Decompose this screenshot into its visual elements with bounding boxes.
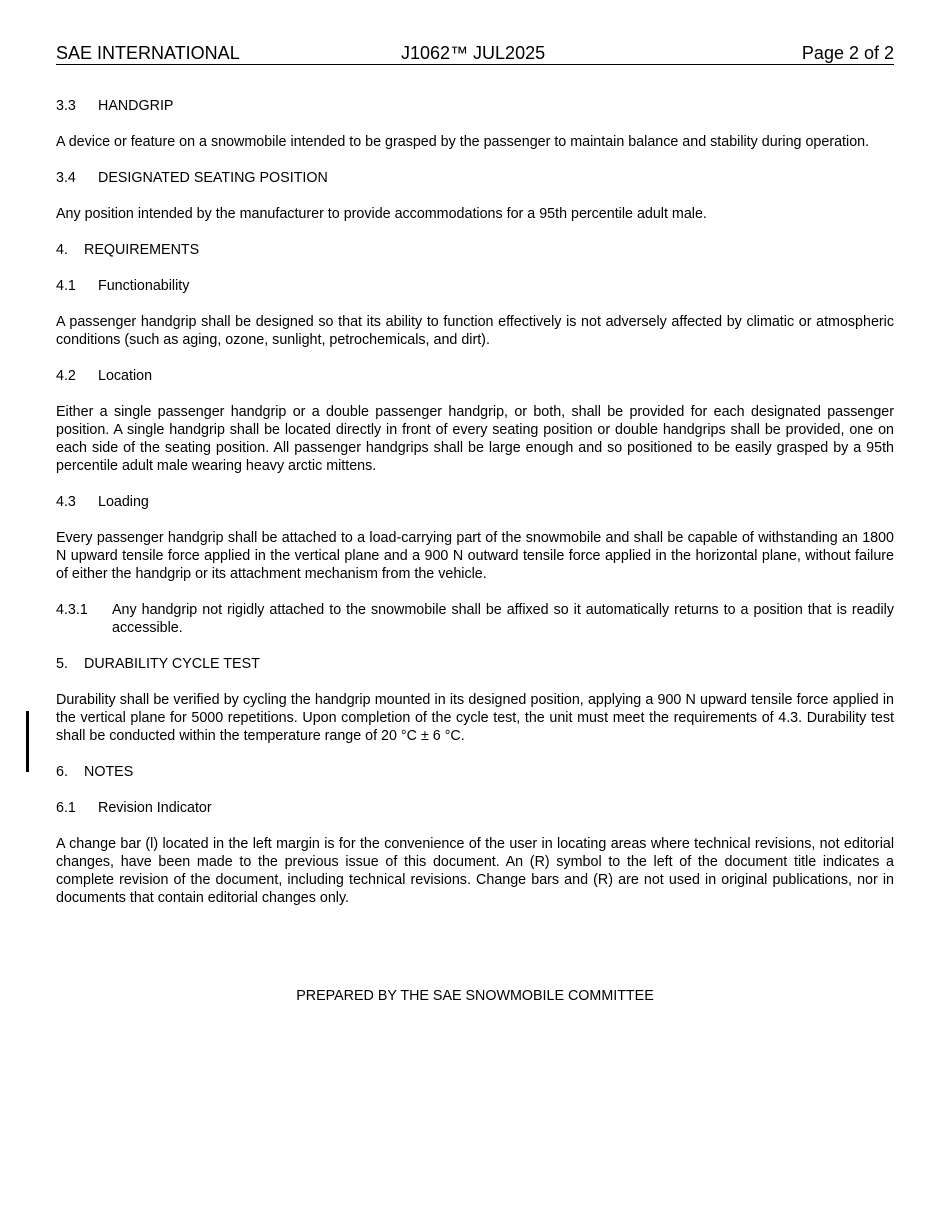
section-heading-4-1 [56, 277, 894, 295]
section-heading-5 [56, 655, 894, 673]
subsection-body: Any handgrip not rigidly attached to the snowmobile shall be affixed so it automatically returns to a position that is readily accessible. [112, 602, 894, 636]
section-title: Loading [98, 494, 149, 510]
section-title: Location [98, 368, 153, 384]
page-header [56, 43, 894, 65]
section-title: REQUIREMENTS [84, 242, 200, 258]
section-number: 4. [56, 242, 68, 258]
section-title: DURABILITY CYCLE TEST [84, 656, 260, 672]
section-heading-4 [56, 241, 894, 259]
section-number: 3.3 [56, 98, 76, 114]
section-number: 5. [56, 656, 68, 672]
section-number: 6. [56, 764, 68, 780]
section-body-6-1: A change bar (l) located in the left margin is for the convenience of the user in locating areas where technical revisions, not editorial changes, have been made to the previous issue of this document. An (R) symbol to the left of the document title indicates a complete revision of the document, including technical revisions. Change bars and (R) are not used in original publications, nor in documents that contain editorial changes only. [56, 836, 894, 906]
header-doc-id: J1062™ JUL2025 [401, 43, 546, 63]
section-heading-3-4 [56, 169, 894, 187]
section-number: 4.3 [56, 494, 76, 510]
section-heading-6 [56, 763, 894, 781]
section-body-3-3: A device or feature on a snowmobile intended to be grasped by the passenger to maintain balance and stability during operation. [56, 134, 870, 150]
section-title: DESIGNATED SEATING POSITION [98, 170, 328, 186]
section-title: HANDGRIP [98, 98, 174, 114]
subsection-number: 4.3.1 [56, 602, 88, 618]
section-body-3-4: Any position intended by the manufacturer to provide accommodations for a 95th percentile adult male. [56, 206, 707, 222]
section-heading-4-3 [56, 493, 894, 511]
document-body [56, 97, 894, 907]
prepared-by-line: PREPARED BY THE SAE SNOWMOBILE COMMITTEE [296, 988, 654, 1004]
section-number: 3.4 [56, 170, 76, 186]
section-body-4-2: Either a single passenger handgrip or a double passenger handgrip, or both, shall be provided for each designated passenger position. A single handgrip shall be located directly in front of every seating position or double handgrips shall be provided, one on each side of the seating position. All passenger handgrips shall be large enough and so positioned to be easily grasped by a 95th percentile adult male wearing heavy arctic mittens. [56, 404, 894, 474]
section-number: 6.1 [56, 800, 76, 816]
section-body-5: Durability shall be verified by cycling the handgrip mounted in its designed position, applying a 900 N upward tensile force applied in the vertical plane for 5000 repetitions. Upon completion of the cycle test, the unit must meet the requirements of 4.3. Durability test shall be conducted within the temperature range of 20 °C ± 6 °C. [56, 692, 894, 744]
header-org: SAE INTERNATIONAL [56, 43, 240, 63]
subsection-4-3-1 [56, 601, 894, 637]
section-body-4-3: Every passenger handgrip shall be attached to a load-carrying part of the snowmobile and shall be capable of withstanding an 1800 N upward tensile force applied in the vertical plane and a 900 N outward tensile force applied in the horizontal plane, without failure of either the handgrip or its attachment mechanism from the vehicle. [56, 530, 894, 582]
section-title: Revision Indicator [98, 800, 212, 816]
section-heading-4-2 [56, 367, 894, 385]
section-heading-3-3 [56, 97, 894, 115]
section-title: Functionability [98, 278, 190, 294]
section-number: 4.1 [56, 278, 76, 294]
section-number: 4.2 [56, 368, 76, 384]
section-title: NOTES [84, 764, 134, 780]
section-heading-6-1 [56, 799, 894, 817]
section-body-4-1: A passenger handgrip shall be designed so that its ability to function effectively is not adversely affected by climatic or atmospheric conditions (such as aging, ozone, sunlight, petrochemicals, and dirt). [56, 314, 894, 348]
header-page-number: Page 2 of 2 [801, 43, 894, 63]
change-bar [26, 711, 29, 772]
